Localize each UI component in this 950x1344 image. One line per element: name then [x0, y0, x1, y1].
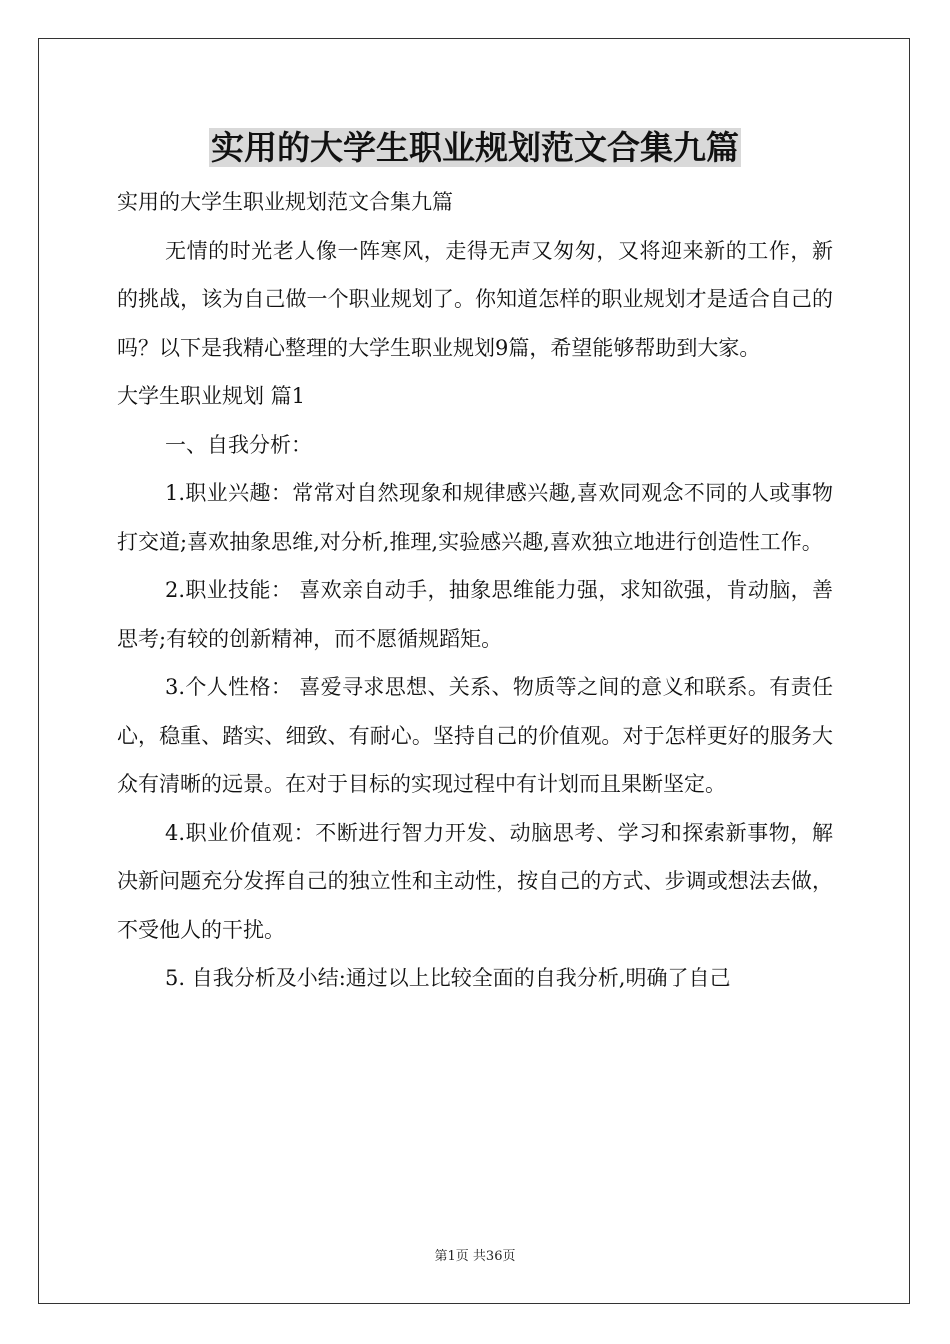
paragraph: 一、自我分析：	[165, 432, 312, 457]
document-body	[117, 178, 833, 1003]
page-number-footer: 第1页 共36页	[434, 1249, 516, 1264]
paragraph: 1.职业兴趣：常常对自然现象和规律感兴趣,喜欢同观念不同的人或事物打交道;喜欢抽象思维,对分析,推理,实验感兴趣,喜欢独立地进行创造性工作。	[117, 481, 833, 554]
paragraph: 5. 自我分析及小结:通过以上比较全面的自我分析,明确了自己	[165, 966, 731, 990]
paragraph: 4.职业价值观：不断进行智力开发、动脑思考、学习和探索新事物，解决新问题充分发挥自己的独立性和主动性，按自己的方式、步调或想法去做，不受他人的干扰。	[117, 820, 833, 942]
document-title-text: 实用的大学生职业规划范文合集九篇	[211, 128, 739, 167]
paragraph: 2.职业技能： 喜欢亲自动手，抽象思维能力强，求知欲强，肯动脑，善思考;有较的创新精神，而不愿循规蹈矩。	[117, 578, 833, 651]
paragraph: 无情的时光老人像一阵寒风，走得无声又匆匆，又将迎来新的工作，新的挑战，该为自己做一个职业规划了。你知道怎样的职业规划才是适合自己的吗？以下是我精心整理的大学生职业规划9篇，希望能够帮助到大家。	[117, 238, 833, 360]
paragraph: 大学生职业规划 篇1	[117, 384, 306, 408]
document-title	[0, 122, 950, 174]
paragraph: 实用的大学生职业规划范文合集九篇	[117, 190, 453, 214]
paragraph: 3.个人性格： 喜爱寻求思想、关系、物质等之间的意义和联系。有责任心，稳重、踏实、细致、有耐心。坚持自己的价值观。对于怎样更好的服务大众有清晰的远景。在对于目标的实现过程中有计划而且果断坚定。	[117, 675, 833, 796]
